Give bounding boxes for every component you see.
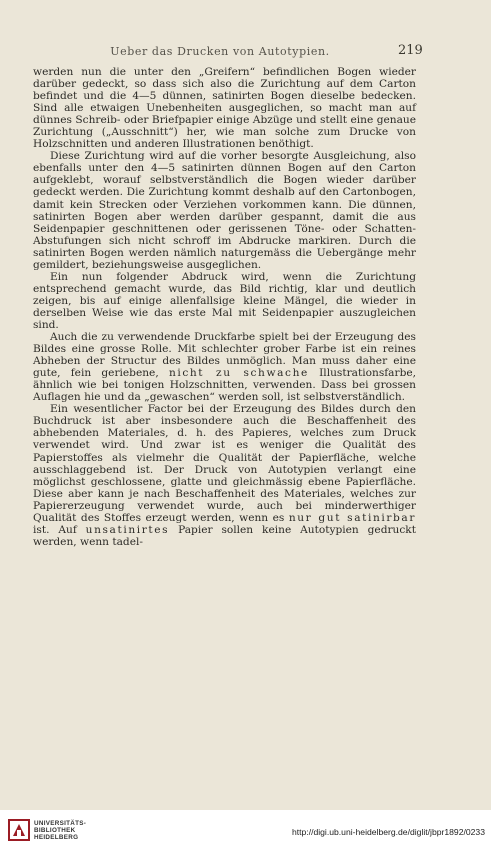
- paragraph-3: Ein nun folgender Abdruck wird, wenn die Zurichtung entsprechend gemacht wurde, das Bild richtig, klar und deutlich zeigen, bis auf einige allenfallsige kleine Mängel, die wieder in derselben Weise wie das erste Mal mit Seidenpapier auszugleichen sind.: [33, 270, 416, 331]
- paragraph-4-part-1: Auch die zu verwendende Druckfarbe spielt bei der Erzeugung des Bildes eine grosse Rolle. Mit schlechter grober Farbe ist ein reines Abheben der Structur des Bildes unmöglich. Man muss daher eine gute, fein geriebene,: [33, 331, 416, 380]
- footer-bar: [0, 810, 491, 851]
- paragraph-5: [33, 403, 416, 548]
- paragraph-4: [33, 331, 416, 403]
- paragraph-4-emphasis: nicht zu schwache: [168, 367, 309, 380]
- university-library-logo-icon: [7, 818, 31, 842]
- logo-text-line-2: BIBLIOTHEK: [34, 826, 76, 834]
- paragraph-5-emphasis-1: nur gut satinirbar: [288, 511, 416, 524]
- paragraph-5-part-2: ist. Auf: [33, 523, 86, 536]
- source-url[interactable]: http://digi.ub.uni-heidelberg.de/diglit/jbpr1892/0233: [291, 827, 485, 837]
- paragraph-5-part-1: Ein wesentlicher Factor bei der Erzeugung des Bildes durch den Buchdruck ist aber insbesondere auch die Beschaffenheit des abhebenden Materiales, d. h. des Papieres, welches zum Druck verwendet wird. Und zwar ist es weniger die Qualität des Papierstoffes als vielmehr die Qualität der Papierfläche, welche ausschlaggebend ist. Der Druck von Autotypien verlangt eine möglichst geschlossene, glatte und gleichmässig ebene Papierfläche. Diese aber kann je nach Beschaffenheit des Materiales, welches zur Papiererzeugung verwendet wurde, auch bei minderwerthiger Qualität des Stoffes erzeugt werden, wenn es: [33, 403, 416, 524]
- paragraph-1: werden nun die unter den „Greifern“ befindlichen Bogen wieder darüber gedeckt, so dass sich also die Zurichtung auf dem Carton befindet und die 4—5 dünnen, satinirten Bogen dieselbe bedecken. Sind alle etwaigen Unebenheiten ausgeglichen, so macht man auf dünnes Schreib- oder Briefpapier einige Abzüge und stellt eine genaue Zurichtung („Ausschnitt“) her, wie man solche zum Drucke von Holzschnitten und anderen Illustrationen benöthigt.: [33, 66, 416, 151]
- logo-text-line-3: HEIDELBERG: [34, 833, 79, 841]
- running-title: Ueber das Drucken von Autotypien.: [110, 45, 330, 58]
- paragraph-5-emphasis-2: unsatinirtes: [85, 523, 170, 536]
- page-number: 219: [398, 43, 423, 58]
- paragraph-4-part-2: Illustrationsfarbe, ähnlich wie bei tonigen Holzschnitten, verwenden. Dass bei grossen Auflagen hie und da „gewaschen“ werden soll, ist selbstverständlich.: [33, 367, 416, 404]
- logo-text-line-1: UNIVERSITÄTS-: [34, 820, 87, 827]
- body-text: [33, 66, 416, 548]
- paragraph-2: Diese Zurichtung wird auf die vorher besorgte Ausgleichung, also ebenfalls unter den 4—5 satinirten dünnen Bogen auf den Carton aufgeklebt, worauf selbstverständlich die Bogen wieder darüber gedeckt werden. Die Zurichtung kommt deshalb auf den Cartonbogen, damit kein Strecken oder Verziehen vorkommen kann. Die dünnen, satinirten Bogen aber werden darüber gespannt, damit die aus Seidenpapier geschnittenen oder gerissenen Töne- oder Schatten-Abstufungen sich nicht schroff im Abdrucke markiren. Durch die satinirten Bogen werden nämlich naturgemäss die Uebergänge mehr gemildert, beziehungsweise ausgeglichen.: [33, 150, 416, 271]
- paragraph-5-part-3: Papier sollen keine Autotypien gedruckt werden, wenn tadel-: [33, 523, 416, 548]
- logo-text: [34, 821, 86, 841]
